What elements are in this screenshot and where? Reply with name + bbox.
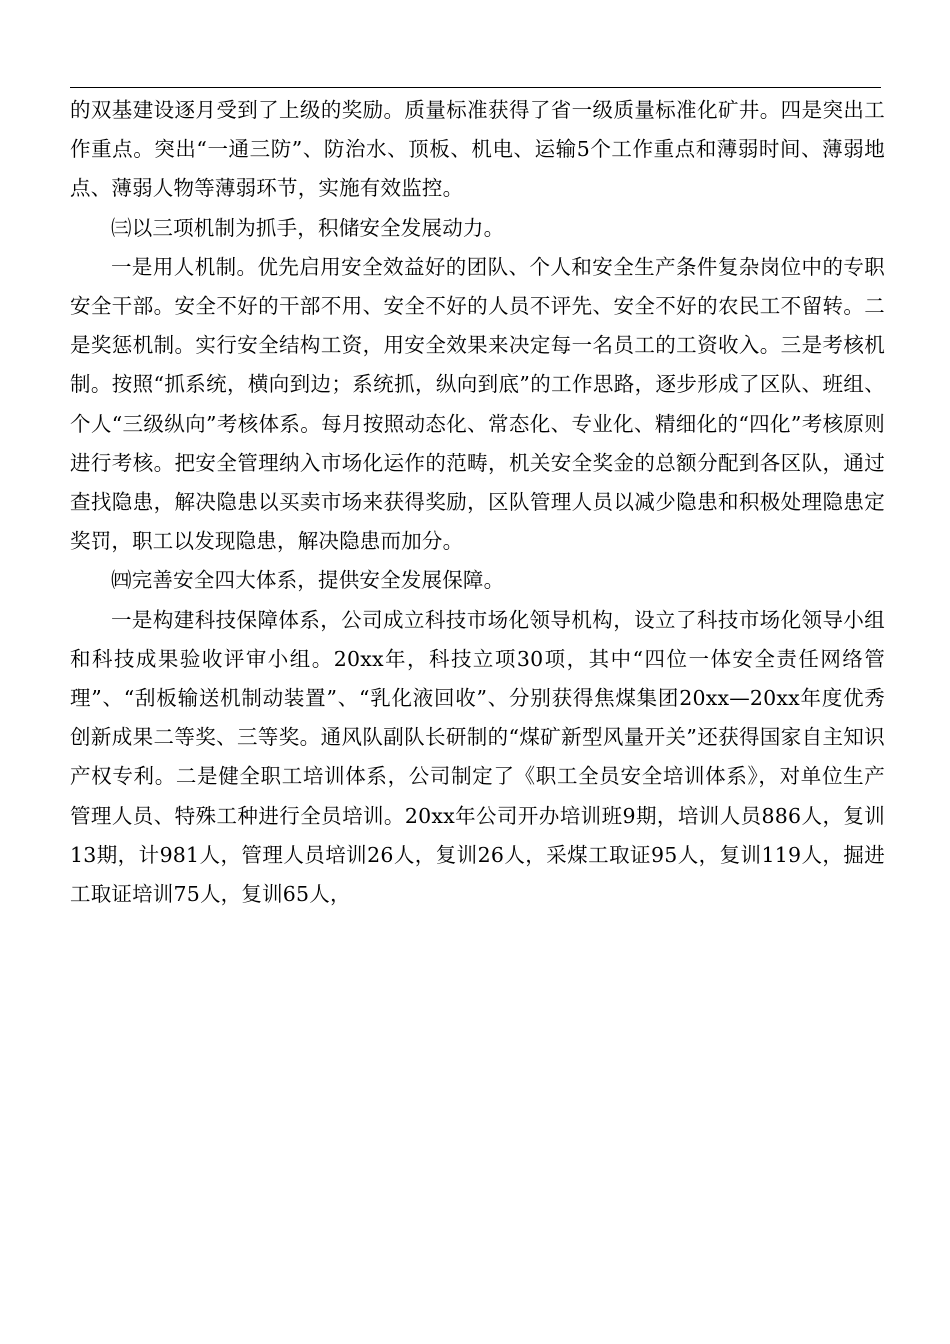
header-rule xyxy=(70,87,881,88)
document-body xyxy=(70,91,885,914)
section-heading-3: ㈢以三项机制为抓手，积储安全发展动力。 xyxy=(111,215,505,240)
paragraph-continuation: 的双基建设逐月受到了上级的奖励。质量标准获得了省一级质量标准化矿井。四是突出工作重点。突出“一通三防”、防治水、顶板、机电、运输5个工作重点和薄弱时间、薄弱地点、薄弱人物等薄弱环节，实施有效监控。 xyxy=(70,98,885,201)
section-heading-4: ㈣完善安全四大体系，提供安全发展保障。 xyxy=(111,568,505,593)
paragraph-mechanisms: 一是用人机制。优先启用安全效益好的团队、个人和安全生产条件复杂岗位中的专职安全干部。安全不好的干部不用、安全不好的人员不评先、安全不好的农民工不留转。二是奖惩机制。实行安全结构工资，用安全效果来决定每一名员工的工资收入。三是考核机制。按照“抓系统，横向到边；系统抓，纵向到底”的工作思路，逐步形成了区队、班组、个人“三级纵向”考核体系。每月按照动态化、常态化、专业化、精细化的“四化”考核原则进行考核。把安全管理纳入市场化运作的范畴，机关安全奖金的总额分配到各区队，通过查找隐患，解决隐患以买卖市场来获得奖励，区队管理人员以减少隐患和积极处理隐患定奖罚，职工以发现隐患，解决隐患而加分。 xyxy=(70,254,885,554)
paragraph-systems: 一是构建科技保障体系，公司成立科技市场化领导机构，设立了科技市场化领导小组和科技成果验收评审小组。20xx年，科技立项30项，其中“四位一体安全责任网络管理”、“刮板输送机制动装置”、“乳化液回收”、分别获得焦煤集团20xx—20xx年度优秀创新成果二等奖、三等奖。通风队副队长研制的“煤矿新型风量开关”还获得国家自主知识产权专利。二是健全职工培训体系，公司制定了《职工全员安全培训体系》，对单位生产管理人员、特殊工种进行全员培训。20xx年公司开办培训班9期，培训人员886人，复训13期，计981人，管理人员培训26人，复训26人，采煤工取证95人，复训119人，掘进工取证培训75人，复训65人， xyxy=(70,607,885,907)
